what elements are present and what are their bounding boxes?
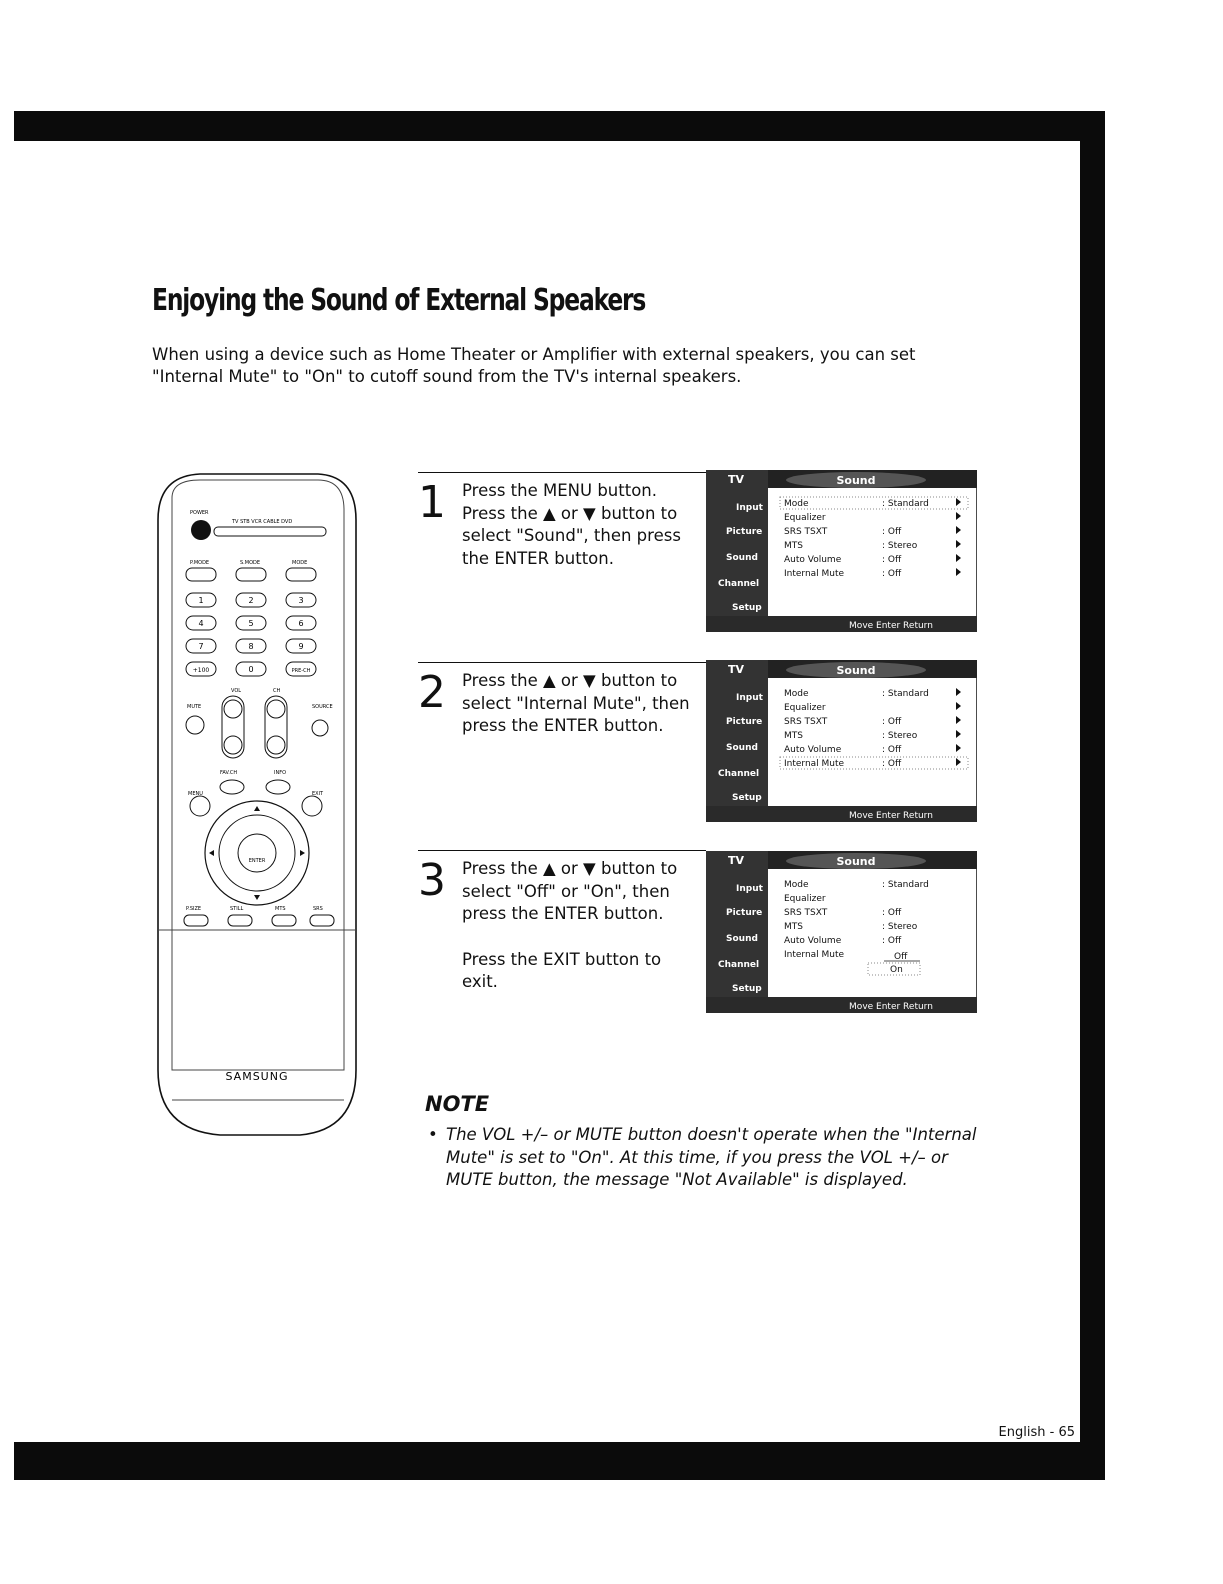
- step-text: [462, 480, 702, 570]
- step-number: 3: [418, 855, 446, 906]
- osd-row-value: : Off: [882, 908, 902, 918]
- remote-menu-label: MENU: [188, 791, 203, 797]
- step-line: Press the MENU button.: [462, 481, 657, 500]
- step-line: Press the ▲ or ▼ button to select "Internal Mute", then press the ENTER button.: [462, 671, 690, 735]
- remote-key-label: PRE-CH: [291, 668, 311, 674]
- osd-row-label: Equalizer: [784, 703, 826, 713]
- remote-control-illustration: [150, 470, 365, 1140]
- osd-footer: Move Enter Return: [849, 811, 933, 821]
- osd-row-label: Internal Mute: [784, 950, 845, 960]
- osd-tab: Input: [736, 503, 763, 513]
- osd-menu-title: Sound: [836, 664, 876, 677]
- remote-key-label: 6: [298, 619, 304, 628]
- osd-tab: Picture: [726, 527, 763, 537]
- osd-row-value: : Standard: [882, 689, 929, 699]
- remote-mode-labels: TV STB VCR CABLE DVD: [232, 519, 293, 525]
- note-text: The VOL +/– or MUTE button doesn't operate when the "Internal Mute" is set to "On". At this time, if you press the VOL +/– or MUTE button, the message "Not Available" is displayed.: [446, 1125, 977, 1189]
- osd-tab: Channel: [718, 579, 760, 589]
- intro-line: "Internal Mute" to "On" to cutoff sound from the TV's internal speakers.: [152, 367, 742, 386]
- bullet-icon: •: [428, 1125, 438, 1144]
- osd-row-label: Mode: [784, 880, 809, 890]
- osd-footer: Move Enter Return: [849, 621, 933, 631]
- remote-psize-label: P.SIZE: [186, 906, 202, 912]
- remote-key-label: 0: [248, 665, 254, 674]
- osd-row-label: Equalizer: [784, 513, 826, 523]
- osd-tab: Sound: [726, 553, 758, 563]
- osd-footer: Move Enter Return: [849, 1002, 933, 1012]
- osd-row-label: Auto Volume: [784, 745, 842, 755]
- osd-row-value: : Stereo: [882, 541, 918, 551]
- osd-row-value: : Standard: [882, 499, 929, 509]
- remote-vol-label: VOL: [231, 688, 242, 694]
- osd-screen-step-3: [706, 851, 977, 1013]
- osd-row-label: Mode: [784, 499, 809, 509]
- osd-tab: Channel: [718, 960, 760, 970]
- osd-tv-label: TV: [728, 473, 745, 486]
- osd-row-label: SRS TSXT: [784, 527, 828, 537]
- step-divider: [418, 472, 706, 473]
- osd-menu-title: Sound: [836, 855, 876, 868]
- remote-enter-label: ENTER: [248, 858, 266, 864]
- remote-modebtn-label: MODE: [292, 560, 308, 566]
- osd-tab: Picture: [726, 717, 763, 727]
- step-line: Press the ▲ or ▼ button to select "Off" or "On", then press the ENTER button.: [462, 859, 678, 923]
- osd-row-label: Internal Mute: [784, 759, 845, 769]
- remote-source-label: SOURCE: [312, 704, 333, 710]
- osd-option: Off: [894, 952, 908, 962]
- osd-row-value: : Off: [882, 555, 902, 565]
- remote-exit-label: EXIT: [312, 791, 324, 797]
- osd-row-label: Auto Volume: [784, 555, 842, 565]
- step-number: 2: [418, 667, 446, 718]
- osd-row-value: : Off: [882, 745, 902, 755]
- remote-power-label: POWER: [190, 510, 209, 516]
- osd-tv-label: TV: [728, 854, 745, 867]
- intro-line: When using a device such as Home Theater or Amplifier with external speakers, you can set: [152, 345, 916, 364]
- step-divider: [418, 850, 706, 851]
- remote-key-label: 2: [248, 596, 254, 605]
- osd-row-value: : Off: [882, 759, 902, 769]
- osd-row-label: Auto Volume: [784, 936, 842, 946]
- note-item: [428, 1124, 988, 1192]
- osd-row-label: SRS TSXT: [784, 717, 828, 727]
- remote-mute-label: MUTE: [187, 704, 202, 710]
- remote-key-label: 1: [198, 596, 204, 605]
- page-number: English - 65: [998, 1425, 1075, 1440]
- osd-screen-step-1: [706, 470, 977, 632]
- osd-row-label: SRS TSXT: [784, 908, 828, 918]
- osd-row-value: : Off: [882, 569, 902, 579]
- remote-key-label: 9: [298, 642, 304, 651]
- remote-key-label: +100: [192, 667, 210, 674]
- osd-tab: Input: [736, 884, 763, 894]
- osd-menu-title: Sound: [836, 474, 876, 487]
- step-line: Press the EXIT button to exit.: [462, 949, 662, 991]
- osd-tv-label: TV: [728, 663, 745, 676]
- remote-key-label: 5: [248, 619, 254, 628]
- step-text: [462, 858, 702, 994]
- osd-row-label: MTS: [784, 731, 803, 741]
- remote-ch-label: CH: [273, 688, 281, 694]
- osd-row-value: : Stereo: [882, 731, 918, 741]
- osd-row-value: : Stereo: [882, 922, 918, 932]
- osd-row-label: MTS: [784, 541, 803, 551]
- remote-power-button: [191, 520, 211, 540]
- remote-still-label: STILL: [230, 906, 244, 912]
- osd-tab: Input: [736, 693, 763, 703]
- remote-key-label: 7: [198, 642, 204, 651]
- step-divider: [418, 662, 706, 663]
- remote-brand: SAMSUNG: [225, 1070, 289, 1083]
- top-black-bar: [14, 111, 1105, 141]
- bottom-black-bar: [14, 1442, 1105, 1480]
- remote-key-label: 8: [248, 642, 254, 651]
- osd-row-value: : Standard: [882, 880, 929, 890]
- osd-row-label: MTS: [784, 922, 803, 932]
- osd-row-value: : Off: [882, 936, 902, 946]
- osd-row-label: Internal Mute: [784, 569, 845, 579]
- intro-paragraph: [152, 344, 972, 388]
- note-heading: NOTE: [425, 1092, 490, 1116]
- remote-smode-label: S.MODE: [240, 560, 261, 566]
- remote-favch-label: FAV.CH: [220, 770, 238, 776]
- remote-mts-label: MTS: [275, 906, 286, 912]
- osd-tab: Sound: [726, 743, 758, 753]
- page-title: Enjoying the Sound of External Speakers: [152, 283, 646, 318]
- osd-row-label: Mode: [784, 689, 809, 699]
- osd-option: On: [890, 965, 903, 975]
- remote-srs-label: SRS: [313, 906, 323, 912]
- osd-tab: Channel: [718, 769, 760, 779]
- osd-tab: Setup: [732, 984, 762, 994]
- osd-row-value: : Off: [882, 527, 902, 537]
- osd-tab: Setup: [732, 793, 762, 803]
- remote-pmode-label: P.MODE: [190, 560, 210, 566]
- note-list: [428, 1124, 988, 1192]
- osd-row-value: : Off: [882, 717, 902, 727]
- osd-tab: Setup: [732, 603, 762, 613]
- osd-tab: Picture: [726, 908, 763, 918]
- step-text: [462, 670, 702, 738]
- remote-key-label: 3: [298, 596, 304, 605]
- osd-tab: Sound: [726, 934, 758, 944]
- step-line: Press the ▲ or ▼ button to select "Sound", then press the ENTER button.: [462, 503, 681, 568]
- remote-key-label: 4: [198, 619, 204, 628]
- remote-info-label: INFO: [274, 770, 287, 776]
- osd-screen-step-2: [706, 660, 977, 822]
- osd-row-label: Equalizer: [784, 894, 826, 904]
- right-black-bar: [1080, 111, 1105, 1442]
- step-number: 1: [418, 477, 446, 528]
